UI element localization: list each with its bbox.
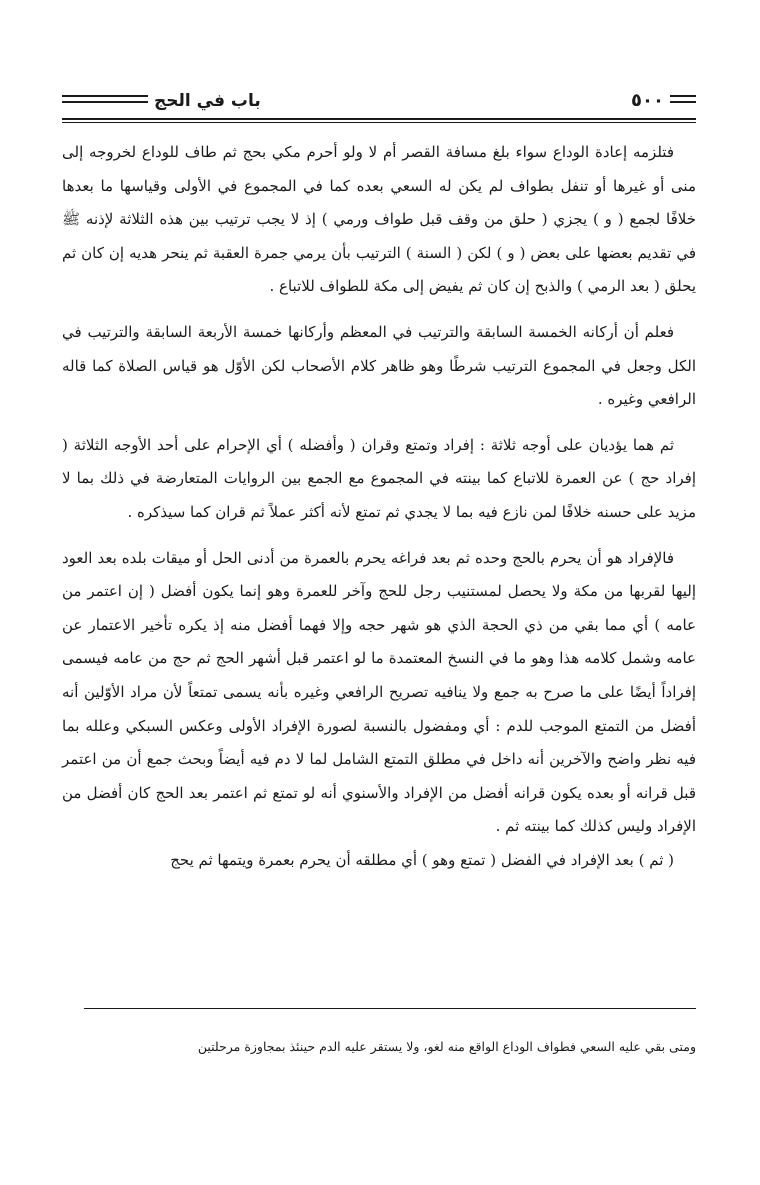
main-text [62,136,696,877]
paragraph: ثم هما يؤديان على أوجه ثلاثة : إفراد وتمتع وقران ( وأفضله ) أي الإحرام على أحد الأوجه الثلاثة ( إفراد حج ) عن العمرة للاتباع كما بينته في المجموع مع الجمع بين الروايات المتعارضة في ذلك بما لا مزيد على حسنه خلافًا لمن نازع فيه بما لا يجدي ثم تمتع لأنه أكثر عملاً ثم قران كما سيذكره . [62,435,696,521]
paragraph: فتلزمه إعادة الوداع سواء بلغ مسافة القصر أم لا ولو أحرم مكي بحج ثم طاف للوداع لخروجه إلى منى أو غيرها أو تنفل بطواف لم يكن له السعي بعده كما في المجموع في الأولى وقياسها ما بعدها خلافًا لجمع ( و ) يجزي ( حلق من وقف قبل طواف ورمي ) إذ لا يجب ترتيب بين هذه الثلاثة لإذنه ﷺ في تقديم بعضها على بعض ( و ) لكن ( السنة ) الترتيب بأن يرمي جمرة العقبة ثم ينحر هديه إن كان ثم يحلق ( بعد الرمي ) والذبح إن كان ثم يفيض إلى مكة للطواف للاتباع . [62,143,696,296]
header-ornament-rule [670,95,696,103]
running-header [62,86,696,130]
paragraph: ( ثم ) بعد الإفراد في الفضل ( تمتع وهو ) أي مطلقه أن يحرم بعمرة ويتمها ثم يحج [170,850,674,869]
footnote-divider [84,1008,696,1009]
paragraph: فالإفراد هو أن يحرم بالحج وحده ثم بعد فراغه يحرم بالعمرة من أدنى الحل أو ميقات بلده بعد العود إليها لقربها من مكة ولا يحصل لمستنيب رجل للحج وآخر للعمرة وهو إنما يكون أفضل ( إن اعتمر من عامه ) أي مما بقي من ذي الحجة الذي هو شهر حجه وإلا فهما أفضل منه إذ يكره تأخير الاعتمار عن عامه وشمل كلامه هذا وهو ما في النسخ المعتمدة ما لو اعتمر قبل أشهر الحج ثم حج من عامه فيسمى إفراداً أيضًا على ما صرح به جمع ولا ينافيه تصريح الرافعي وغيره بأنه يسمى تمتعاً لأن مراد الأوّلين أنه أفضل من التمتع الموجب للدم : أي ومفضول بالنسبة لصورة الإفراد الأولى وعكس السبكي وعلله بما فيه نظر واضح والآخرين أنه داخل في مطلق التمتع الشامل لما لا دم فيه أيضاً وبحث جمع أن من اعتمر قبل قرانه أو بعده يكون قرانه أفضل من الإفراد والأسنوي أنه لو تمتع ثم اعتمر بعد الحج كان أفضل من الإفراد وليس كذلك كما بينته ثم . [62,548,696,836]
header-divider [62,118,696,123]
footnote: ومتى بقي عليه السعي فطواف الوداع الواقع منه لغو، ولا يستقر عليه الدم حينئذ بمجاوزة مرحلتين [197,1039,696,1054]
chapter-title: باب في الحج [154,91,261,111]
header-ornament-rule [62,95,148,103]
page-number: ٥٠٠ [631,90,664,111]
paragraph: فعلم أن أركانه الخمسة السابقة والترتيب في المعظم وأركانها خمسة الأربعة السابقة والترتيب في الكل وجعل في المجموع الترتيب شرطًا وهو ظاهر كلام الأصحاب لكن الأوّل هو قياس الصلاة كما قاله الرافعي وغيره . [62,322,696,409]
